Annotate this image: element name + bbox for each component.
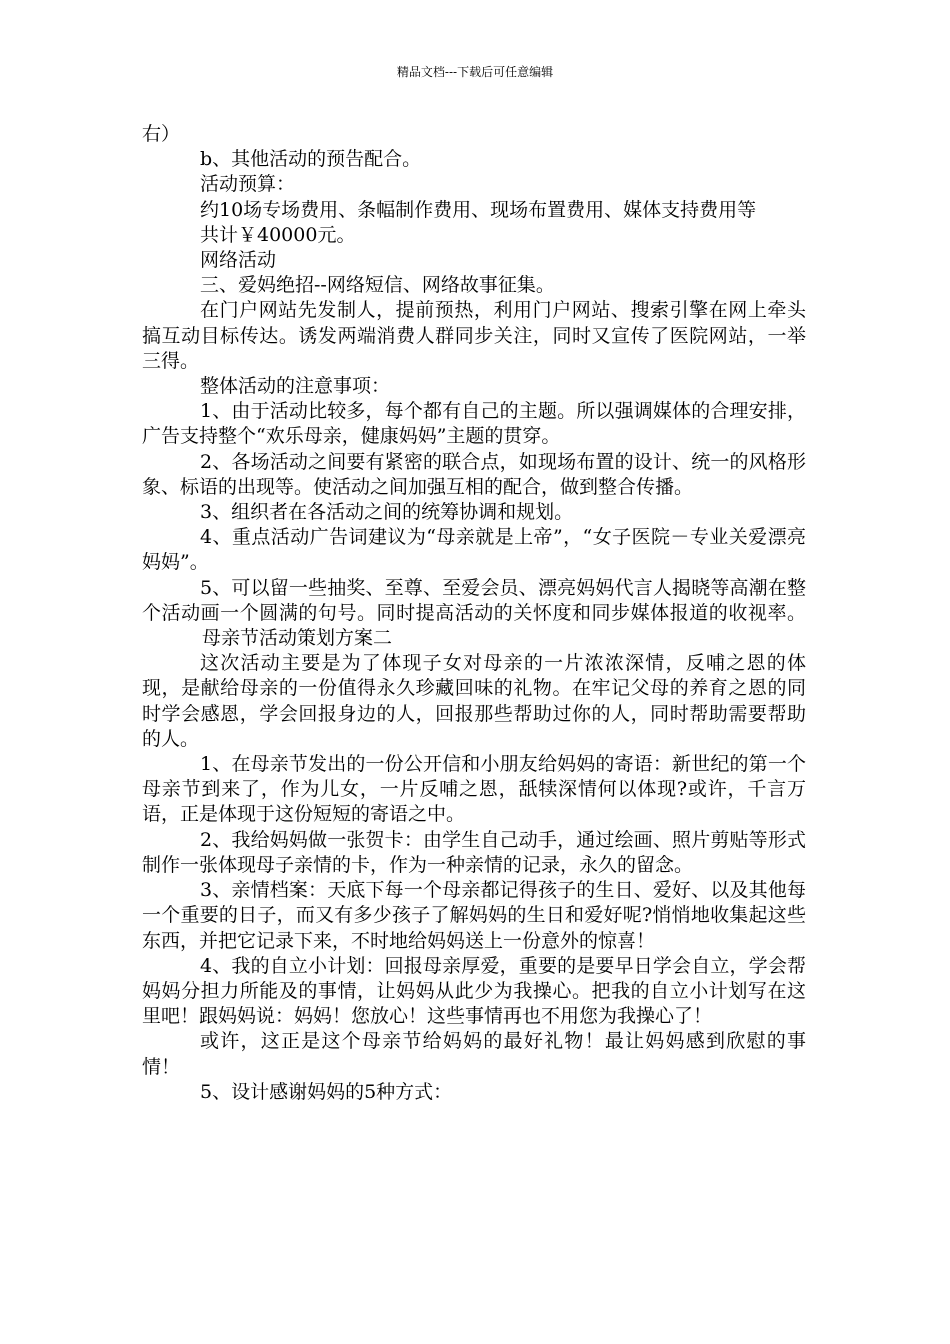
paragraph: 活动预算：	[200, 173, 296, 196]
paragraph: 约10场专场费用、条幅制作费用、现场布置费用、媒体支持费用等	[200, 198, 757, 221]
paragraph: 1、由于活动比较多，每个都有自己的主题。所以强调媒体的合理安排，广告支持整个“欢乐母亲，健康妈妈”主题的贯穿。	[142, 400, 806, 448]
paragraph: 共计￥40000元。	[200, 223, 356, 246]
paragraph: 网络活动	[200, 249, 277, 272]
paragraph: 右）	[142, 123, 181, 145]
paragraph: 3、组织者在各活动之间的统筹协调和规划。	[200, 501, 574, 524]
paragraph: 在门户网站先发制人，提前预热，利用门户网站、搜索引擎在网上牵头搞互动目标传达。诱发两端消费人群同步关注，同时又宣传了医院网站，一举三得。	[142, 299, 806, 372]
page-header: 精品文档---下载后可任意编辑	[396, 65, 554, 79]
paragraph: 4、我的自立小计划：回报母亲厚爱，重要的是要早日学会自立，学会帮妈妈分担力所能及的事情，让妈妈从此少为我操心。把我的自立小计划写在这里吧！跟妈妈说：妈妈！您放心！这些事情再也不用您为我操心了！	[142, 954, 806, 1028]
paragraph	[142, 576, 806, 652]
paragraph: 三、爱妈绝招--网络短信、网络故事征集。	[200, 274, 555, 297]
paragraph: 这次活动主要是为了体现子女对母亲的一片浓浓深情，反哺之恩的体现，是献给母亲的一份值得永久珍藏回味的礼物。在牢记父母的养育之恩的同时学会感恩，学会回报身边的人，回报那些帮助过你的人，同时帮助需要帮助的人。	[142, 652, 806, 750]
paragraph-text: 5、可以留一些抽奖、至尊、至爱会员、漂亮妈妈代言人揭晓等高潮在整个活动画一个圆满的句号。同时提高活动的关怀度和同步媒体报道的收视率。	[142, 576, 806, 624]
paragraph: 整体活动的注意事项：	[200, 375, 391, 398]
paragraph: 2、我给妈妈做一张贺卡：由学生自己动手，通过绘画、照片剪贴等形式制作一张体现母子亲情的卡，作为一种亲情的记录，永久的留念。	[142, 828, 806, 876]
paragraph: 或许，这正是这个母亲节给妈妈的最好礼物！最让妈妈感到欣慰的事情！	[142, 1030, 806, 1078]
paragraph: 4、重点活动广告词建议为“母亲就是上帝”，“女子医院－专业关爱漂亮妈妈”。	[142, 526, 806, 574]
paragraph: 5、设计感谢妈妈的5种方式：	[200, 1080, 453, 1103]
paragraph: 3、亲情档案：天底下每一个母亲都记得孩子的生日、爱好、以及其他每一个重要的日子，而又有多少孩子了解妈妈的生日和爱好呢?悄悄地收集起这些东西，并把它记录下来，不时地给妈妈送上一份意外的惊喜！	[142, 879, 806, 952]
paragraph: b、其他活动的预告配合。	[200, 148, 422, 171]
document-body	[142, 122, 806, 1105]
paragraph: 1、在母亲节发出的一份公开信和小朋友给妈妈的寄语：新世纪的第一个母亲节到来了，作为儿女，一片反哺之恩，舐犊深情何以体现?或许，千言万语，正是体现于这份短短的寄语之中。	[142, 753, 806, 826]
paragraph: 2、各场活动之间要有紧密的联合点，如现场布置的设计、统一的风格形象、标语的出现等。使活动之间加强互相的配合，做到整合传播。	[142, 450, 806, 498]
section-title: 母亲节活动策划方案二	[202, 627, 393, 650]
